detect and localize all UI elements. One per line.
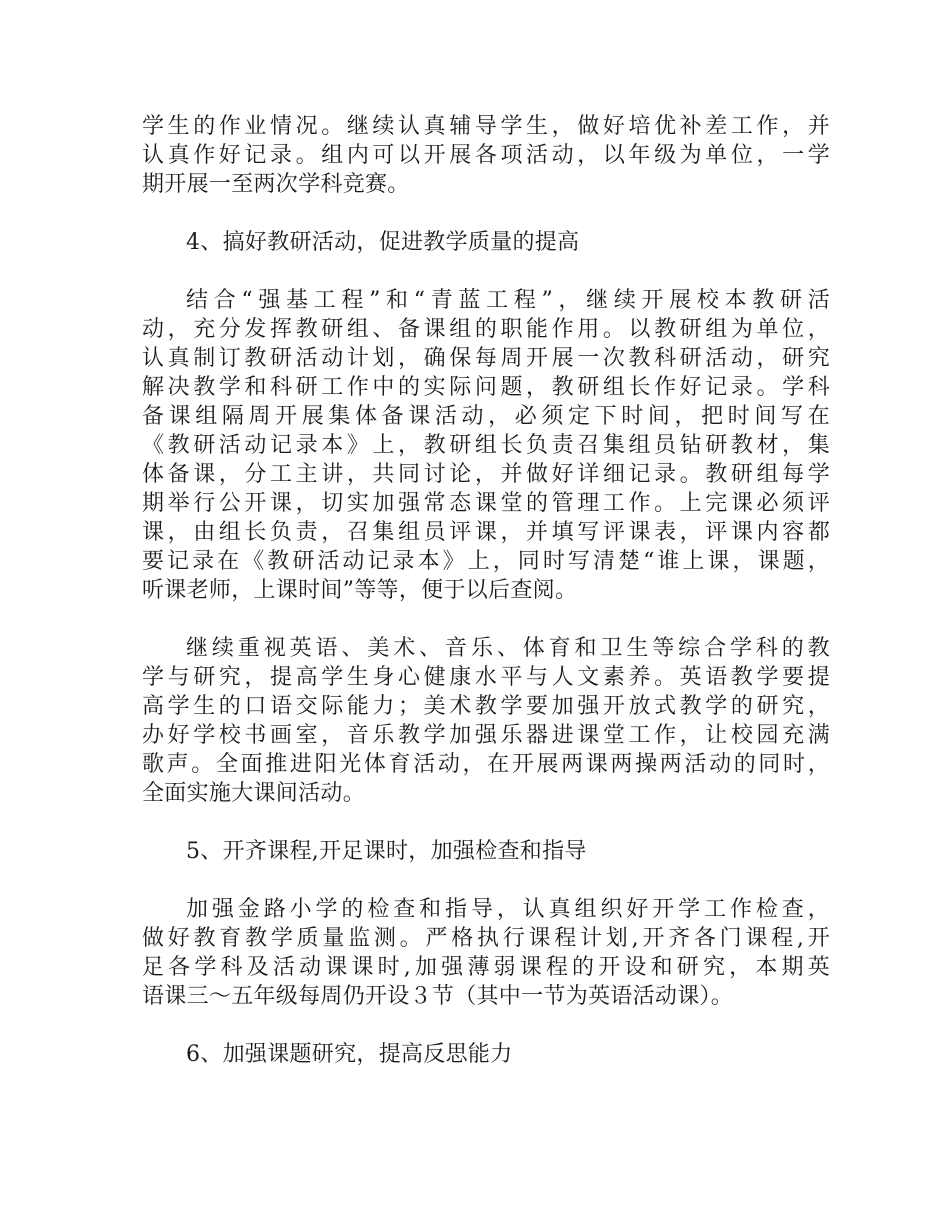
text-line: 继续重视英语、美术、音乐、体育和卫生等综合学科的教 xyxy=(186,636,830,661)
text-line: 足各学科及活动课课时,加强薄弱课程的开设和研究，本期英 xyxy=(142,955,830,980)
paragraph-curriculum xyxy=(142,895,830,1011)
text-line: 全面实施大课间活动。 xyxy=(142,781,366,806)
text-line: 做好教育教学质量监测。严格执行课程计划,开齐各门课程,开 xyxy=(142,926,830,951)
text-line: 学与研究，提高学生身心健康水平与人文素养。英语教学要提 xyxy=(142,665,830,690)
text-line: 认真制订教研活动计划，确保每周开展一次教科研活动，研究 xyxy=(142,346,830,371)
heading-text: 4、搞好教研活动，促进教学质量的提高 xyxy=(186,230,580,255)
paragraph-comprehensive-subjects xyxy=(142,634,830,808)
heading-text: 5、开齐课程,开足课时，加强检查和指导 xyxy=(186,839,587,864)
document-body xyxy=(142,112,830,1098)
paragraph-teaching-research xyxy=(142,286,830,605)
text-line: 认真作好记录。组内可以开展各项活动，以年级为单位，一学 xyxy=(142,143,830,168)
paragraph-homework xyxy=(142,112,830,199)
text-line: 办好学校书画室，音乐教学加强乐器进课堂工作，让校园充满 xyxy=(142,723,830,748)
text-line: 学生的作业情况。继续认真辅导学生，做好培优补差工作，并 xyxy=(142,114,830,139)
text-line: 结合“强基工程”和“青蓝工程”，继续开展校本教研活 xyxy=(186,288,830,313)
text-line: 语课三～五年级每周仍开设３节（其中一节为英语活动课）。 xyxy=(142,984,734,1009)
section-heading-4 xyxy=(142,228,830,257)
text-line: 歌声。全面推进阳光体育活动，在开展两课两操两活动的同时， xyxy=(142,752,830,777)
text-line: 解决教学和科研工作中的实际问题，教研组长作好记录。学科 xyxy=(142,375,830,400)
text-line: 动，充分发挥教研组、备课组的职能作用。以教研组为单位， xyxy=(142,317,830,342)
text-line: 加强金路小学的检查和指导，认真组织好开学工作检查， xyxy=(186,897,830,922)
text-line: 听课老师，上课时间”等等，便于以后查阅。 xyxy=(142,578,578,603)
heading-text: 6、加强课题研究，提高反思能力 xyxy=(186,1042,513,1067)
text-line: 体备课，分工主讲，共同讨论，并做好详细记录。教研组每学 xyxy=(142,462,830,487)
text-line: 备课组隔周开展集体备课活动，必须定下时间，把时间写在 xyxy=(142,404,830,429)
section-heading-5 xyxy=(142,837,830,866)
text-line: 要记录在《教研活动记录本》上，同时写清楚“谁上课，课题， xyxy=(142,549,830,574)
text-line: 《教研活动记录本》上，教研组长负责召集组员钻研教材，集 xyxy=(142,433,830,458)
text-line: 期开展一至两次学科竞赛。 xyxy=(142,172,410,197)
section-heading-6 xyxy=(142,1040,830,1069)
text-line: 期举行公开课，切实加强常态课堂的管理工作。上完课必须评 xyxy=(142,491,830,516)
text-line: 高学生的口语交际能力；美术教学要加强开放式教学的研究， xyxy=(142,694,830,719)
text-line: 课，由组长负责，召集组员评课，并填写评课表，评课内容都 xyxy=(142,520,830,545)
